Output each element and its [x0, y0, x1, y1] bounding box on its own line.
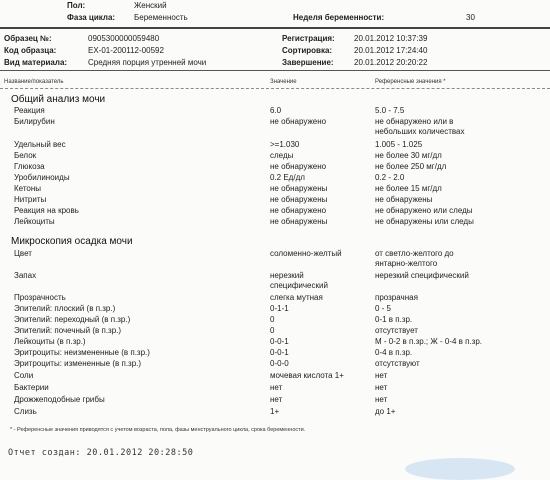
- row-name: Уробилиноиды: [14, 173, 70, 182]
- row-reference: 1.005 - 1.025: [375, 140, 423, 149]
- row-value: 0.2 Ед/дл: [270, 173, 305, 182]
- table-row: [0, 271, 550, 290]
- table-row: [0, 162, 550, 173]
- table-row: [0, 173, 550, 184]
- row-value-continued: специфический: [270, 281, 328, 290]
- reference-footnote: * - Референсные значения приводятся с учетом возраста, пола, фазы менструального цикла, срока беременности.: [10, 427, 306, 433]
- table-row: [0, 359, 550, 370]
- section-title-microscopy: Микроскопия осадка мочи: [11, 236, 133, 247]
- row-name: Глюкоза: [14, 162, 45, 171]
- table-row: [0, 407, 550, 418]
- row-reference: нет: [375, 371, 388, 380]
- row-reference: нет: [375, 395, 388, 404]
- table-row: [0, 304, 550, 315]
- row-reference-continued: небольших количествах: [375, 127, 465, 136]
- column-header-value: Значение: [270, 79, 297, 85]
- row-reference: 0-4 в п.зр.: [375, 348, 413, 357]
- row-name: Лейкоциты: [14, 217, 55, 226]
- row-reference: отсутствует: [375, 326, 418, 335]
- row-name: Эпителий: переходный (в п.зр.): [14, 315, 131, 324]
- row-name: Реакция: [14, 106, 45, 115]
- row-value: 6.0: [270, 106, 282, 115]
- row-value: следы: [270, 151, 294, 160]
- row-name: Белок: [14, 151, 37, 160]
- row-reference: не более 15 мг/дл: [375, 184, 442, 193]
- week-value: 30: [466, 13, 475, 22]
- row-name: Цвет: [14, 249, 32, 258]
- row-value: нет: [270, 383, 283, 392]
- row-name: Нитриты: [14, 195, 47, 204]
- row-value: 0: [270, 326, 275, 335]
- row-name: Удельный вес: [14, 140, 66, 149]
- row-reference: не обнаружены или следы: [375, 217, 474, 226]
- sample-code-value: EX-01-200112-00592: [88, 46, 164, 55]
- table-row: [0, 293, 550, 304]
- row-value: 0: [270, 315, 275, 324]
- row-reference: 5.0 - 7.5: [375, 106, 405, 115]
- table-row: [0, 371, 550, 382]
- completion-value: 20.01.2012 20:20:22: [354, 58, 428, 67]
- row-name: Билирубин: [14, 117, 55, 126]
- row-value: не обнаружено: [270, 162, 327, 171]
- row-name: Эритроциты: измененные (в п.зр.): [14, 359, 142, 368]
- row-reference: не более 30 мг/дл: [375, 151, 442, 160]
- report-created-timestamp: Отчет создан: 20.01.2012 20:28:50: [8, 448, 194, 458]
- sorting-label: Сортировка:: [282, 46, 333, 55]
- row-reference: до 1+: [375, 407, 396, 416]
- table-row: [0, 249, 550, 268]
- sample-id-label: Образец №:: [4, 34, 52, 43]
- table-row: [0, 217, 550, 228]
- row-name: Бактерии: [14, 383, 49, 392]
- table-row: [0, 395, 550, 406]
- column-header-reference: Референсные значения *: [375, 79, 446, 85]
- row-value: >=1.030: [270, 140, 300, 149]
- row-reference: нет: [375, 383, 388, 392]
- scan-blue-mark: [405, 458, 515, 480]
- section-title-general: Общий анализ мочи: [11, 94, 106, 105]
- cycle-label: Фаза цикла:: [67, 13, 116, 22]
- table-row: [0, 140, 550, 151]
- registration-label: Регистрация:: [282, 34, 335, 43]
- row-value: не обнаружены: [270, 184, 328, 193]
- table-row: [0, 195, 550, 206]
- row-reference: прозрачная: [375, 293, 418, 302]
- row-name: Эпителий: плоский (в п.зр.): [14, 304, 116, 313]
- row-value: нерезкий: [270, 271, 304, 280]
- table-row: [0, 326, 550, 337]
- registration-value: 20.01.2012 10:37:39: [354, 34, 428, 43]
- row-reference: отсутствуют: [375, 359, 420, 368]
- row-name: Соли: [14, 371, 34, 380]
- row-value: 0-0-0: [270, 359, 289, 368]
- row-value: не обнаружены: [270, 217, 328, 226]
- table-row: [0, 106, 550, 117]
- column-header-divider: [0, 88, 550, 89]
- row-value: 1+: [270, 407, 280, 416]
- row-value: 0-0-1: [270, 337, 289, 346]
- sex-value: Женский: [134, 1, 167, 10]
- sample-divider: [0, 70, 550, 71]
- sample-id-value: 0905300000059480: [88, 34, 160, 43]
- sex-label: Пол:: [67, 1, 86, 10]
- row-value: нет: [270, 395, 283, 404]
- row-reference: 0.2 - 2.0: [375, 173, 405, 182]
- table-row: [0, 315, 550, 326]
- sample-code-label: Код образца:: [4, 46, 57, 55]
- sorting-value: 20.01.2012 17:24:40: [354, 46, 428, 55]
- row-reference: не обнаружено или в: [375, 117, 454, 126]
- row-value: мочевая кислота 1+: [270, 371, 344, 380]
- material-value: Средняя порция утренней мочи: [88, 58, 207, 67]
- row-name: Лейкоциты (в п.зр.): [14, 337, 86, 346]
- row-reference: 0-1 в п.зр.: [375, 315, 413, 324]
- material-label: Вид материала:: [4, 58, 68, 67]
- row-reference: М - 0-2 в п.зр.; Ж - 0-4 в п.зр.: [375, 337, 483, 346]
- row-value: 0-0-1: [270, 348, 289, 357]
- row-value: 0-1-1: [270, 304, 289, 313]
- table-row: [0, 337, 550, 348]
- table-row: [0, 151, 550, 162]
- row-name: Эритроциты: неизмененные (в п.зр.): [14, 348, 150, 357]
- row-reference: нерезкий специфический: [375, 271, 469, 280]
- row-value: не обнаружено: [270, 206, 327, 215]
- row-reference: от светло-желтого до: [375, 249, 454, 258]
- row-name: Реакция на кровь: [14, 206, 79, 215]
- header-divider: [0, 27, 550, 29]
- table-row: [0, 184, 550, 195]
- table-row: [0, 206, 550, 217]
- table-row: [0, 383, 550, 394]
- table-row: [0, 348, 550, 359]
- row-name: Эпителий: почечный (в п.зр.): [14, 326, 122, 335]
- row-value: соломенно-желтый: [270, 249, 342, 258]
- row-value: не обнаружено: [270, 117, 327, 126]
- row-reference: не обнаружены: [375, 195, 433, 204]
- week-label: Неделя беременности:: [293, 13, 385, 22]
- row-reference: не более 250 мг/дл: [375, 162, 447, 171]
- row-name: Прозрачность: [14, 293, 66, 302]
- row-name: Дрожжеподобные грибы: [14, 395, 105, 404]
- row-name: Запах: [14, 271, 37, 280]
- row-name: Слизь: [14, 407, 37, 416]
- row-reference-continued: янтарно-желтого: [375, 259, 438, 268]
- completion-label: Завершение:: [282, 58, 334, 67]
- cycle-value: Беременность: [134, 13, 188, 22]
- row-reference: 0 - 5: [375, 304, 392, 313]
- row-name: Кетоны: [14, 184, 42, 193]
- row-value: не обнаружены: [270, 195, 328, 204]
- column-header-name: Название/показатель: [4, 79, 64, 85]
- row-value: слегка мутная: [270, 293, 323, 302]
- table-row: [0, 117, 550, 136]
- row-reference: не обнаружено или следы: [375, 206, 473, 215]
